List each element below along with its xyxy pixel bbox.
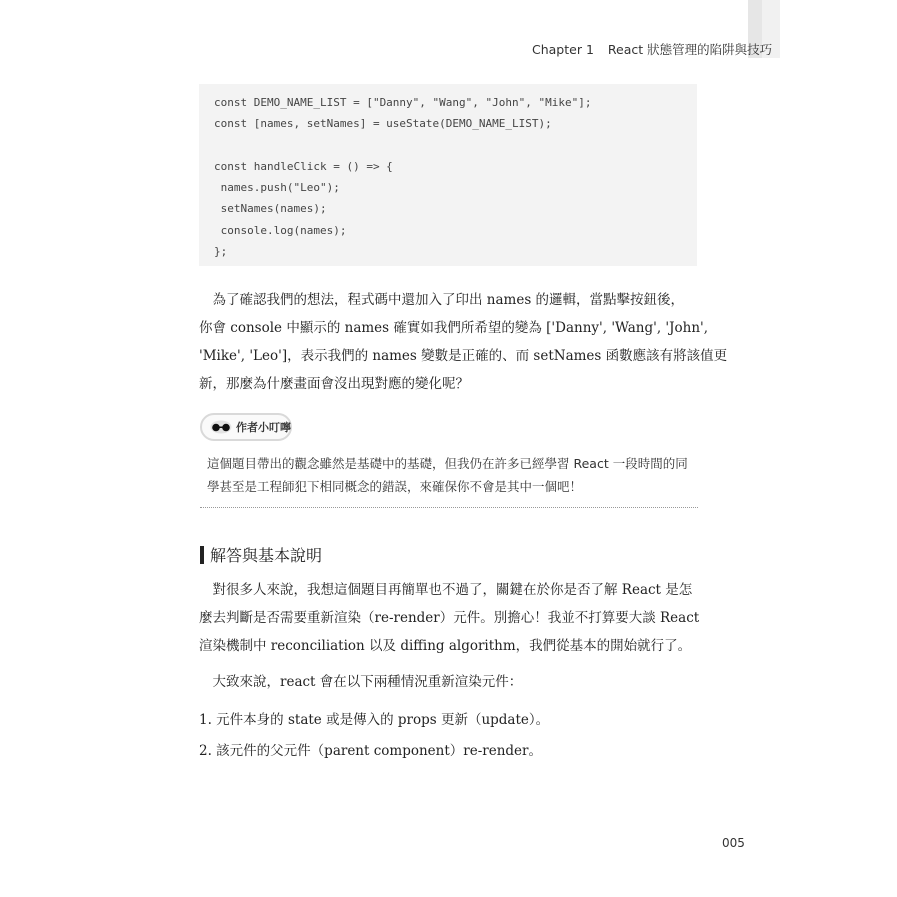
chapter-label: Chapter 1 bbox=[532, 42, 594, 57]
paragraph-line: 麼去判斷是否需要重新渲染（re-render）元件。別擔心！我並不打算要大談 React bbox=[199, 610, 700, 626]
list-item-text: 2. 該元件的父元件（parent component）re-render。 bbox=[199, 743, 543, 759]
body-paragraph-2 bbox=[199, 576, 699, 660]
list-item bbox=[199, 706, 699, 734]
code-line: }; bbox=[214, 245, 228, 259]
code-line: const handleClick = () => { bbox=[214, 159, 393, 173]
code-line: setNames(names); bbox=[214, 202, 327, 216]
note-line: 這個題目帶出的觀念雖然是基礎中的基礎，但我仍在許多已經學習 React 一段時間的同 bbox=[207, 456, 688, 471]
dotted-divider bbox=[200, 507, 698, 508]
paragraph-line: 新，那麼為什麼畫面會沒出現對應的變化呢？ bbox=[199, 376, 469, 392]
section-marker bbox=[200, 546, 204, 564]
sunglasses-icon bbox=[210, 420, 232, 434]
list-item bbox=[199, 737, 699, 765]
body-paragraph-1 bbox=[199, 286, 728, 398]
code-line bbox=[214, 135, 697, 156]
running-header bbox=[532, 40, 773, 58]
code-line: console.log(names); bbox=[214, 223, 347, 237]
paragraph-line: 大致來說，react 會在以下兩種情況重新渲染元件： bbox=[199, 674, 523, 690]
paragraph-line: 為了確認我們的想法，程式碼中還加入了印出 names 的邏輯，當點擊按鈕後， bbox=[199, 292, 685, 308]
code-line: const DEMO_NAME_LIST = ["Danny", "Wang", "John", "Mike"]; bbox=[214, 96, 592, 109]
code-line: names.push("Leo"); bbox=[214, 181, 340, 195]
page-number: 005 bbox=[722, 836, 745, 850]
author-note-label: 作者小叮嚀 bbox=[236, 421, 291, 434]
code-line: const [names, setNames] = useState(DEMO_NAME_LIST); bbox=[214, 117, 552, 131]
paragraph-line: 你會 console 中顯示的 names 確實如我們所希望的變為 ['Danny', 'Wang', 'John', bbox=[199, 320, 709, 336]
author-note-badge bbox=[200, 413, 292, 441]
body-paragraph-3 bbox=[199, 668, 699, 696]
paragraph-line: 對很多人來說，我想這個題目再簡單也不過了，關鍵在於你是否了解 React 是怎 bbox=[199, 582, 693, 598]
list-item-text: 1. 元件本身的 state 或是傳入的 props 更新（update）。 bbox=[199, 712, 550, 728]
author-note-text bbox=[207, 452, 699, 498]
code-block bbox=[199, 84, 697, 266]
note-line: 學甚至是工程師犯下相同概念的錯誤，來確保你不會是其中一個吧！ bbox=[207, 479, 583, 494]
chapter-title: React 狀態管理的陷阱與技巧 bbox=[607, 42, 773, 57]
paragraph-line: 渲染機制中 reconciliation 以及 diffing algorithm，我們從基本的開始就行了。 bbox=[199, 638, 692, 654]
paragraph-line: 'Mike', 'Leo']，表示我們的 names 變數是正確的、而 setNames 函數應該有將該值更 bbox=[199, 348, 728, 364]
section-heading: 解答與基本說明 bbox=[210, 546, 323, 565]
